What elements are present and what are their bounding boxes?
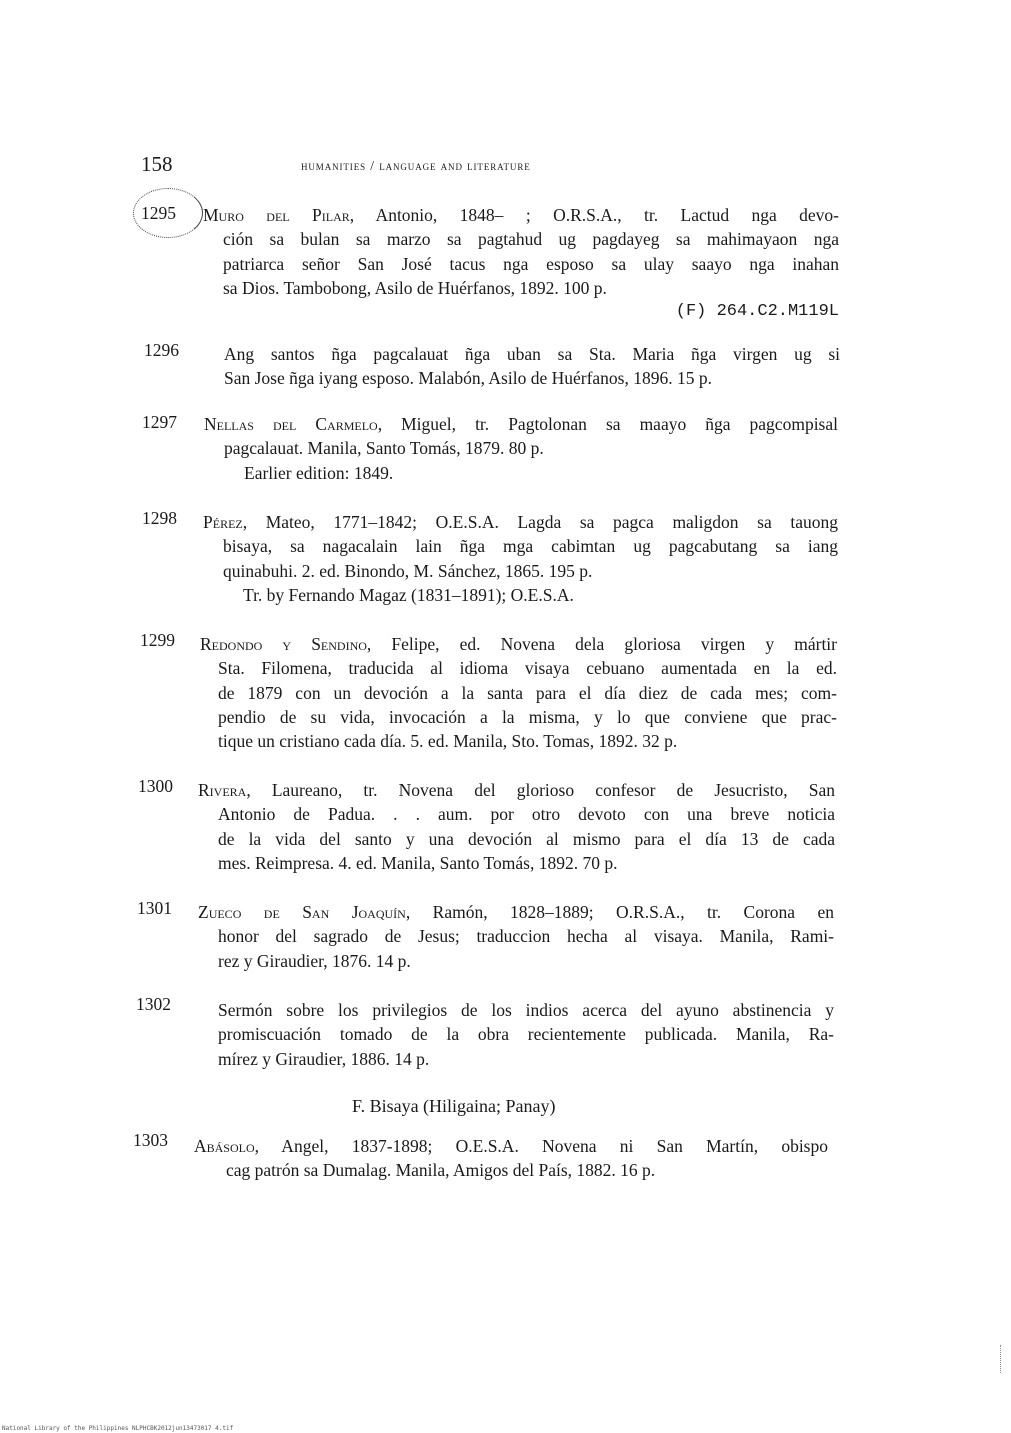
entry-line: San Jose ñga iyang esposo. Malabón, Asilo de Huérfanos, 1896. 15 p.	[224, 368, 712, 389]
entry-line: Ang santos ñga pagcalauat ñga uban sa Sta. Maria ñga virgen ug si	[224, 344, 840, 364]
entry-line: de 1879 con un devoción a la santa para el día diez de cada mes; com-	[218, 682, 837, 703]
entry-text	[194, 1134, 828, 1183]
page-number: 158	[141, 152, 173, 176]
page-header	[141, 152, 841, 182]
entry-note: Tr. by Fernando Magaz (1831–1891); O.E.S.A.	[243, 584, 574, 605]
entry-line: Sta. Filomena, traducida al idioma visaya cebuano aumentada en la ed.	[218, 658, 837, 679]
entry-line: Mateo, 1771–1842; O.E.S.A. Lagda sa pagca maligdon sa tauong	[247, 512, 838, 532]
entry-author: Muro del Pilar,	[203, 205, 355, 225]
entry-line: Ramón, 1828–1889; O.R.S.A., tr. Corona en	[410, 902, 834, 922]
entry-number: 1300	[138, 776, 173, 796]
entry-number: 1298	[142, 508, 177, 528]
section-heading: F. Bisaya (Hiligaina; Panay)	[352, 1096, 556, 1116]
entry-line: honor del sagrado de Jesus; traduccion hecha al visaya. Manila, Rami-	[218, 926, 834, 947]
entry-line: sa Dios. Tambobong, Asilo de Huérfanos, 1892. 100 p.	[223, 277, 607, 298]
entry-note: Earlier edition: 1849.	[244, 462, 394, 483]
entry-line: mes. Reimpresa. 4. ed. Manila, Santo Tomás, 1892. 70 p.	[218, 852, 618, 873]
entry-number: 1295	[141, 203, 176, 223]
entry-number: 1299	[140, 630, 175, 650]
scan-mark	[1000, 1345, 1003, 1373]
entry-author: Abásolo,	[194, 1136, 260, 1156]
entry-line: Felipe, ed. Novena dela gloriosa virgen y mártir	[371, 634, 837, 654]
entry-line: Sermón sobre los privilegios de los indios acerca del ayuno abstinencia y	[218, 1000, 834, 1020]
entry-line: Antonio de Padua. . . aum. por otro devoto con una breve noticia	[218, 804, 835, 825]
entry-line: bisaya, sa nagacalain lain ñga mga cabimtan ug pagcabutang sa iang	[223, 536, 838, 557]
entry-line: ción sa bulan sa marzo sa pagtahud ug pagdayeg sa mahimayaon nga	[223, 229, 839, 250]
entry-line: rez y Giraudier, 1876. 14 p.	[218, 950, 411, 971]
entry-text	[200, 632, 837, 753]
entry-text	[198, 900, 834, 973]
entry-author: Redondo y Sendino,	[200, 634, 372, 654]
entry-author: Zueco de San Joaquín,	[198, 902, 411, 922]
entry-text	[198, 778, 835, 875]
entry-author: Rivera,	[198, 780, 251, 800]
call-number: (F) 264.C2.M119L	[675, 302, 839, 322]
entry-number: 1301	[137, 898, 172, 918]
entry-line: Angel, 1837-1898; O.E.S.A. Novena ni San Martín, obispo	[259, 1136, 828, 1156]
scan-footer: National Library of the Philippines NLPHCBK2012jun13473017 4.tif	[2, 1425, 234, 1432]
entry-number: 1303	[133, 1130, 168, 1150]
entry-line: patriarca señor San José tacus nga esposo sa ulay saayo nga inahan	[223, 253, 839, 274]
entry-text	[224, 342, 840, 391]
entry-author: Pérez,	[203, 512, 248, 532]
running-head: humanities / language and literature	[301, 158, 531, 173]
entry-line: mírez y Giraudier, 1886. 14 p.	[218, 1048, 430, 1069]
entry-text	[203, 203, 839, 324]
entry-text	[218, 998, 834, 1071]
entry-line: quinabuhi. 2. ed. Binondo, M. Sánchez, 1865. 195 p.	[223, 560, 593, 581]
entry-line: tique un cristiano cada día. 5. ed. Manila, Sto. Tomas, 1892. 32 p.	[218, 731, 678, 752]
entry-author: Nellas del Carmelo,	[204, 414, 383, 434]
entry-number: 1297	[142, 412, 177, 432]
entry-line: pendio de su vida, invocación a la misma, y lo que conviene que prac-	[218, 706, 837, 727]
entry-line: Miguel, tr. Pagtolonan sa maayo ñga pagcompisal	[382, 414, 838, 434]
entry-line: Antonio, 1848– ; O.R.S.A., tr. Lactud nga devo-	[354, 205, 839, 225]
entry-line: promiscuación tomado de la obra recientemente publicada. Manila, Ra-	[218, 1024, 834, 1045]
entry-number: 1296	[144, 340, 179, 360]
entry-line: de la vida del santo y una devoción al mismo para el día 13 de cada	[218, 828, 835, 849]
entry-line: Laureano, tr. Novena del glorioso confesor de Jesucristo, San	[250, 780, 835, 800]
entry-number: 1302	[136, 994, 171, 1014]
entry-text	[203, 510, 838, 607]
entry-line: pagcalauat. Manila, Santo Tomás, 1879. 80 p.	[224, 438, 544, 459]
entry-text	[204, 412, 838, 485]
entry-line: cag patrón sa Dumalag. Manila, Amigos del País, 1882. 16 p.	[226, 1160, 656, 1181]
